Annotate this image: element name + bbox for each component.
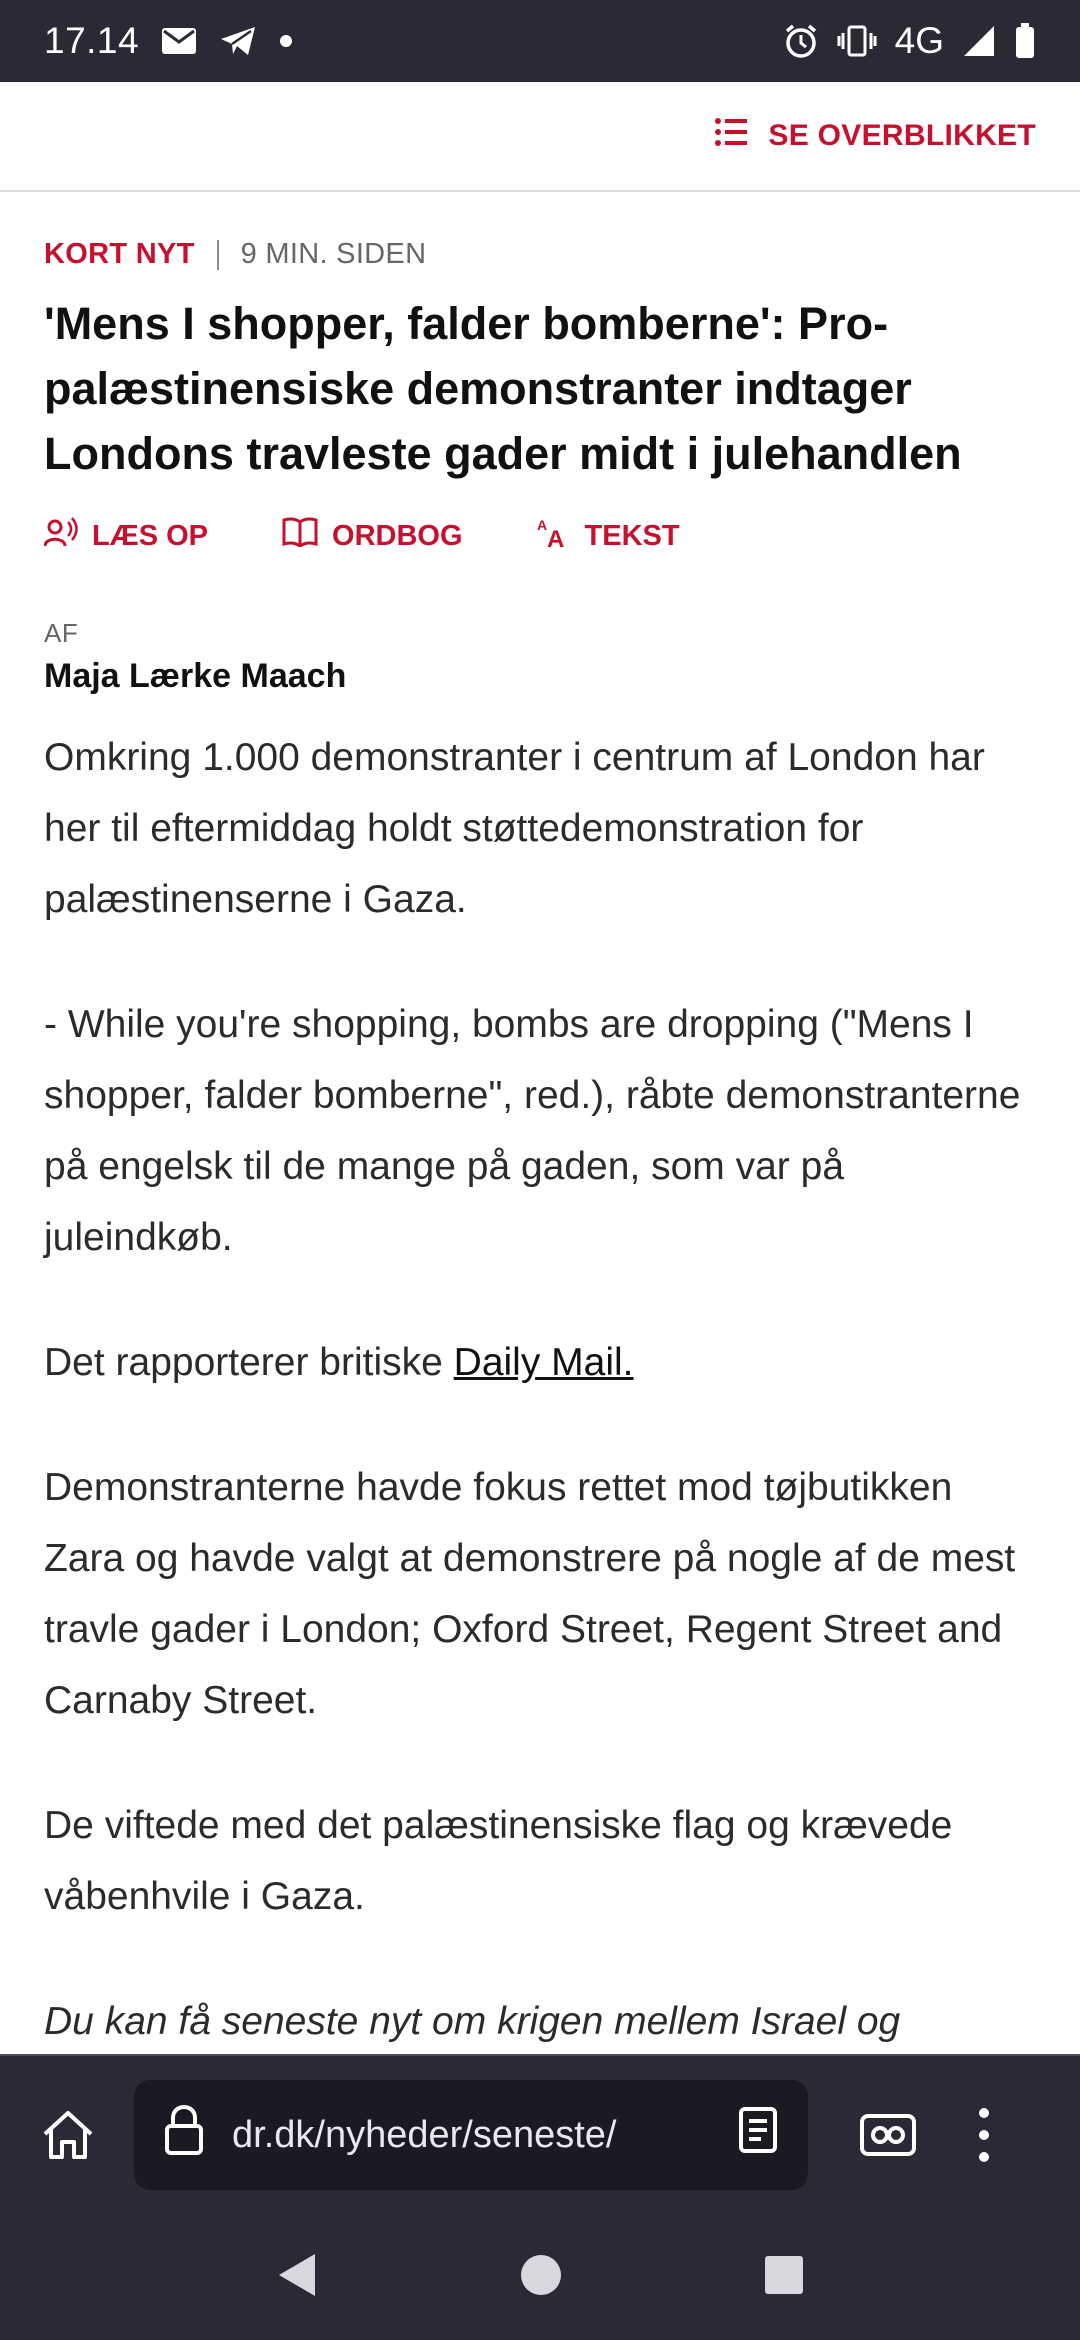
status-time: 17.14 <box>44 20 140 61</box>
paragraph-6: Du kan få seneste nyt om krigen mellem Israel og <box>44 2000 901 2043</box>
signal-icon <box>962 24 996 58</box>
dictionary-label: ORDBOG <box>332 519 463 552</box>
headline-quote: 'Mens I shopper, falder bomberne': <box>44 298 786 349</box>
article-tools <box>44 516 1036 556</box>
article-headline <box>44 291 1036 486</box>
vibrate-icon <box>837 25 877 57</box>
paragraph-4: Demonstranterne havde fokus rettet mod tøjbutikken Zara og havde valgt at demonstrere på nogle af de mest travle gader i London; Oxford Street, Regent Street and Carnaby Street. <box>44 1466 1016 1722</box>
paragraph-1: Omkring 1.000 demonstranter i centrum af London har her til eftermiddag holdt støttedemonstration for palæstinenserne i Gaza. <box>44 736 985 921</box>
svg-text:A: A <box>536 517 547 533</box>
lock-icon <box>164 2104 204 2166</box>
text-size-button[interactable] <box>537 516 680 556</box>
paragraph-3-text: Det rapporterer britiske <box>44 1341 454 1384</box>
meta-divider <box>217 240 219 270</box>
list-icon <box>714 117 748 155</box>
article-top-bar <box>0 82 1080 192</box>
browser-toolbar <box>0 2054 1080 2214</box>
home-icon <box>41 2108 95 2162</box>
article-category[interactable]: KORT NYT <box>44 238 195 270</box>
private-mask-icon <box>859 2113 917 2157</box>
dot-icon <box>279 34 293 48</box>
daily-mail-link[interactable]: Daily Mail. <box>453 1341 634 1384</box>
more-vertical-icon <box>978 2107 990 2163</box>
mail-icon <box>161 27 197 55</box>
reader-mode-icon[interactable] <box>738 2106 778 2164</box>
text-size-label: TEKST <box>584 519 680 552</box>
home-button[interactable] <box>28 2095 108 2175</box>
article-time: 9 MIN. SIDEN <box>240 238 427 270</box>
network-type: 4G <box>894 20 944 61</box>
paragraph-3 <box>44 1327 1036 1398</box>
back-icon[interactable] <box>275 2250 319 2305</box>
author-name[interactable]: Maja Lærke Maach <box>44 657 347 695</box>
svg-text:A: A <box>546 526 564 548</box>
article-meta <box>44 238 1036 271</box>
paragraph-5: De viftede med det palæstinensiske flag og krævede våbenhvile i Gaza. <box>44 1804 953 1918</box>
headline-text: Pro-palæstinensiske demonstranter indtager Londons travleste gader midt i julehandlen <box>44 298 962 479</box>
overflow-menu-button[interactable] <box>964 2095 1004 2175</box>
byline-label: AF <box>44 618 79 648</box>
status-bar <box>0 0 1080 82</box>
article-body <box>44 722 1036 2054</box>
private-tabs-button[interactable] <box>848 2095 928 2175</box>
system-nav-bar <box>0 2214 1080 2340</box>
dictionary-button[interactable] <box>282 517 463 555</box>
paragraph-2: - While you're shopping, bombs are dropping ("Mens I shopper, falder bomberne", red.), råbte demonstranterne på engelsk til de mange på gaden, som var på juleindkøb. <box>44 1003 1021 1259</box>
speaker-icon <box>44 517 78 555</box>
home-nav-icon[interactable] <box>519 2253 563 2302</box>
recents-icon[interactable] <box>763 2254 805 2301</box>
read-aloud-label: LÆS OP <box>92 519 209 552</box>
read-aloud-button[interactable] <box>44 517 208 555</box>
alarm-icon <box>783 23 819 59</box>
article-content <box>0 192 1080 2054</box>
telegram-icon <box>219 25 257 57</box>
address-bar[interactable] <box>134 2080 808 2190</box>
text-size-icon <box>537 516 571 556</box>
book-icon <box>282 517 318 555</box>
overview-button[interactable] <box>714 117 1036 155</box>
overview-label: SE OVERBLIKKET <box>768 119 1036 152</box>
url-text: dr.dk/nyheder/seneste/ <box>232 2113 617 2156</box>
battery-icon <box>1014 23 1036 59</box>
